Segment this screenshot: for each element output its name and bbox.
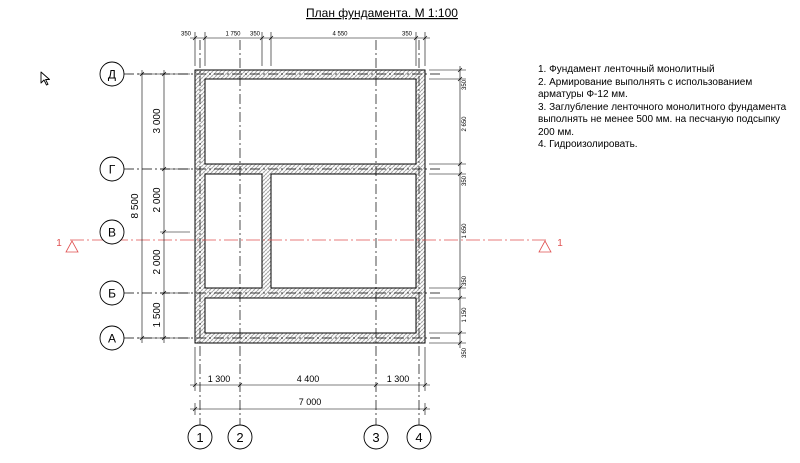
dim-bottom-1: 4 400: [296, 374, 320, 384]
row-axis-v: [100, 220, 124, 244]
vertical-axis-lines: [200, 40, 419, 425]
dim-top-4: 350: [401, 31, 413, 38]
svg-text:Г: Г: [108, 162, 116, 177]
left-dimension-values: [130, 108, 163, 327]
dim-right-4: 350: [462, 275, 468, 287]
dim-top-0: 350: [180, 31, 192, 38]
note-item: 2. Армирование выполнять с использованием арматуры Ф-12 мм.: [538, 76, 753, 100]
svg-text:Б: Б: [108, 286, 116, 301]
dim-right-6: 350: [462, 347, 468, 359]
svg-text:4: 4: [415, 430, 423, 445]
row-axis-a: [100, 326, 124, 350]
dim-left-1: 2 000: [152, 187, 163, 213]
dim-top-2: 350: [249, 31, 261, 38]
drawing-title: План фундамента. М 1:100: [306, 6, 458, 20]
mouse-cursor-icon: [40, 71, 52, 87]
row-axis-g: [100, 157, 124, 181]
dim-left-3: 1 500: [152, 302, 163, 328]
svg-text:1: 1: [56, 238, 62, 249]
right-dimension-values: [462, 79, 468, 358]
dim-top-3: 4 550: [332, 31, 348, 38]
right-dimension-lines: [429, 66, 466, 348]
dim-right-0: 350: [462, 79, 468, 91]
svg-text:2: 2: [236, 430, 244, 445]
note-item: 4. Гидроизолировать.: [538, 139, 638, 150]
dim-top-1: 1 750: [225, 31, 241, 38]
dim-right-2: 350: [462, 175, 468, 187]
column-axis-markers: [188, 425, 431, 449]
row-axis-markers: [100, 62, 124, 350]
note-item: 3. Заглубление ленточного монолитного фундамента выполнять не менее 500 мм. на песчаную подсыпку 200 мм.: [538, 101, 787, 138]
svg-text:3: 3: [372, 430, 380, 445]
column-axis-3: [364, 425, 388, 449]
bottom-dimension-values: [208, 374, 410, 407]
dim-left-total: 8 500: [130, 193, 141, 219]
foundation-walls: [195, 70, 425, 343]
svg-text:Д: Д: [107, 67, 117, 82]
note-item: 1. Фундамент ленточный монолитный: [538, 64, 715, 75]
row-axis-b: [100, 281, 124, 305]
dim-right-3: 1 650: [462, 223, 468, 239]
dim-bottom-0: 1 300: [207, 374, 231, 384]
column-axis-2: [228, 425, 252, 449]
left-dimension-lines: [138, 70, 190, 343]
row-axis-d: [100, 62, 124, 86]
column-axis-4: [407, 425, 431, 449]
dim-left-0: 3 000: [152, 108, 163, 134]
column-axis-1: [188, 425, 212, 449]
dim-right-5: 1 150: [462, 307, 468, 323]
top-dimension-values: [181, 32, 413, 38]
svg-text:1: 1: [557, 238, 563, 249]
dim-left-2: 2 000: [152, 249, 163, 275]
svg-text:В: В: [107, 225, 117, 240]
dim-bottom-total: 7 000: [298, 397, 322, 407]
svg-text:1: 1: [196, 430, 204, 445]
dim-right-1: 2 650: [462, 116, 468, 132]
svg-text:А: А: [107, 331, 117, 346]
dim-bottom-2: 1 300: [386, 374, 410, 384]
notes-list: [538, 64, 793, 152]
